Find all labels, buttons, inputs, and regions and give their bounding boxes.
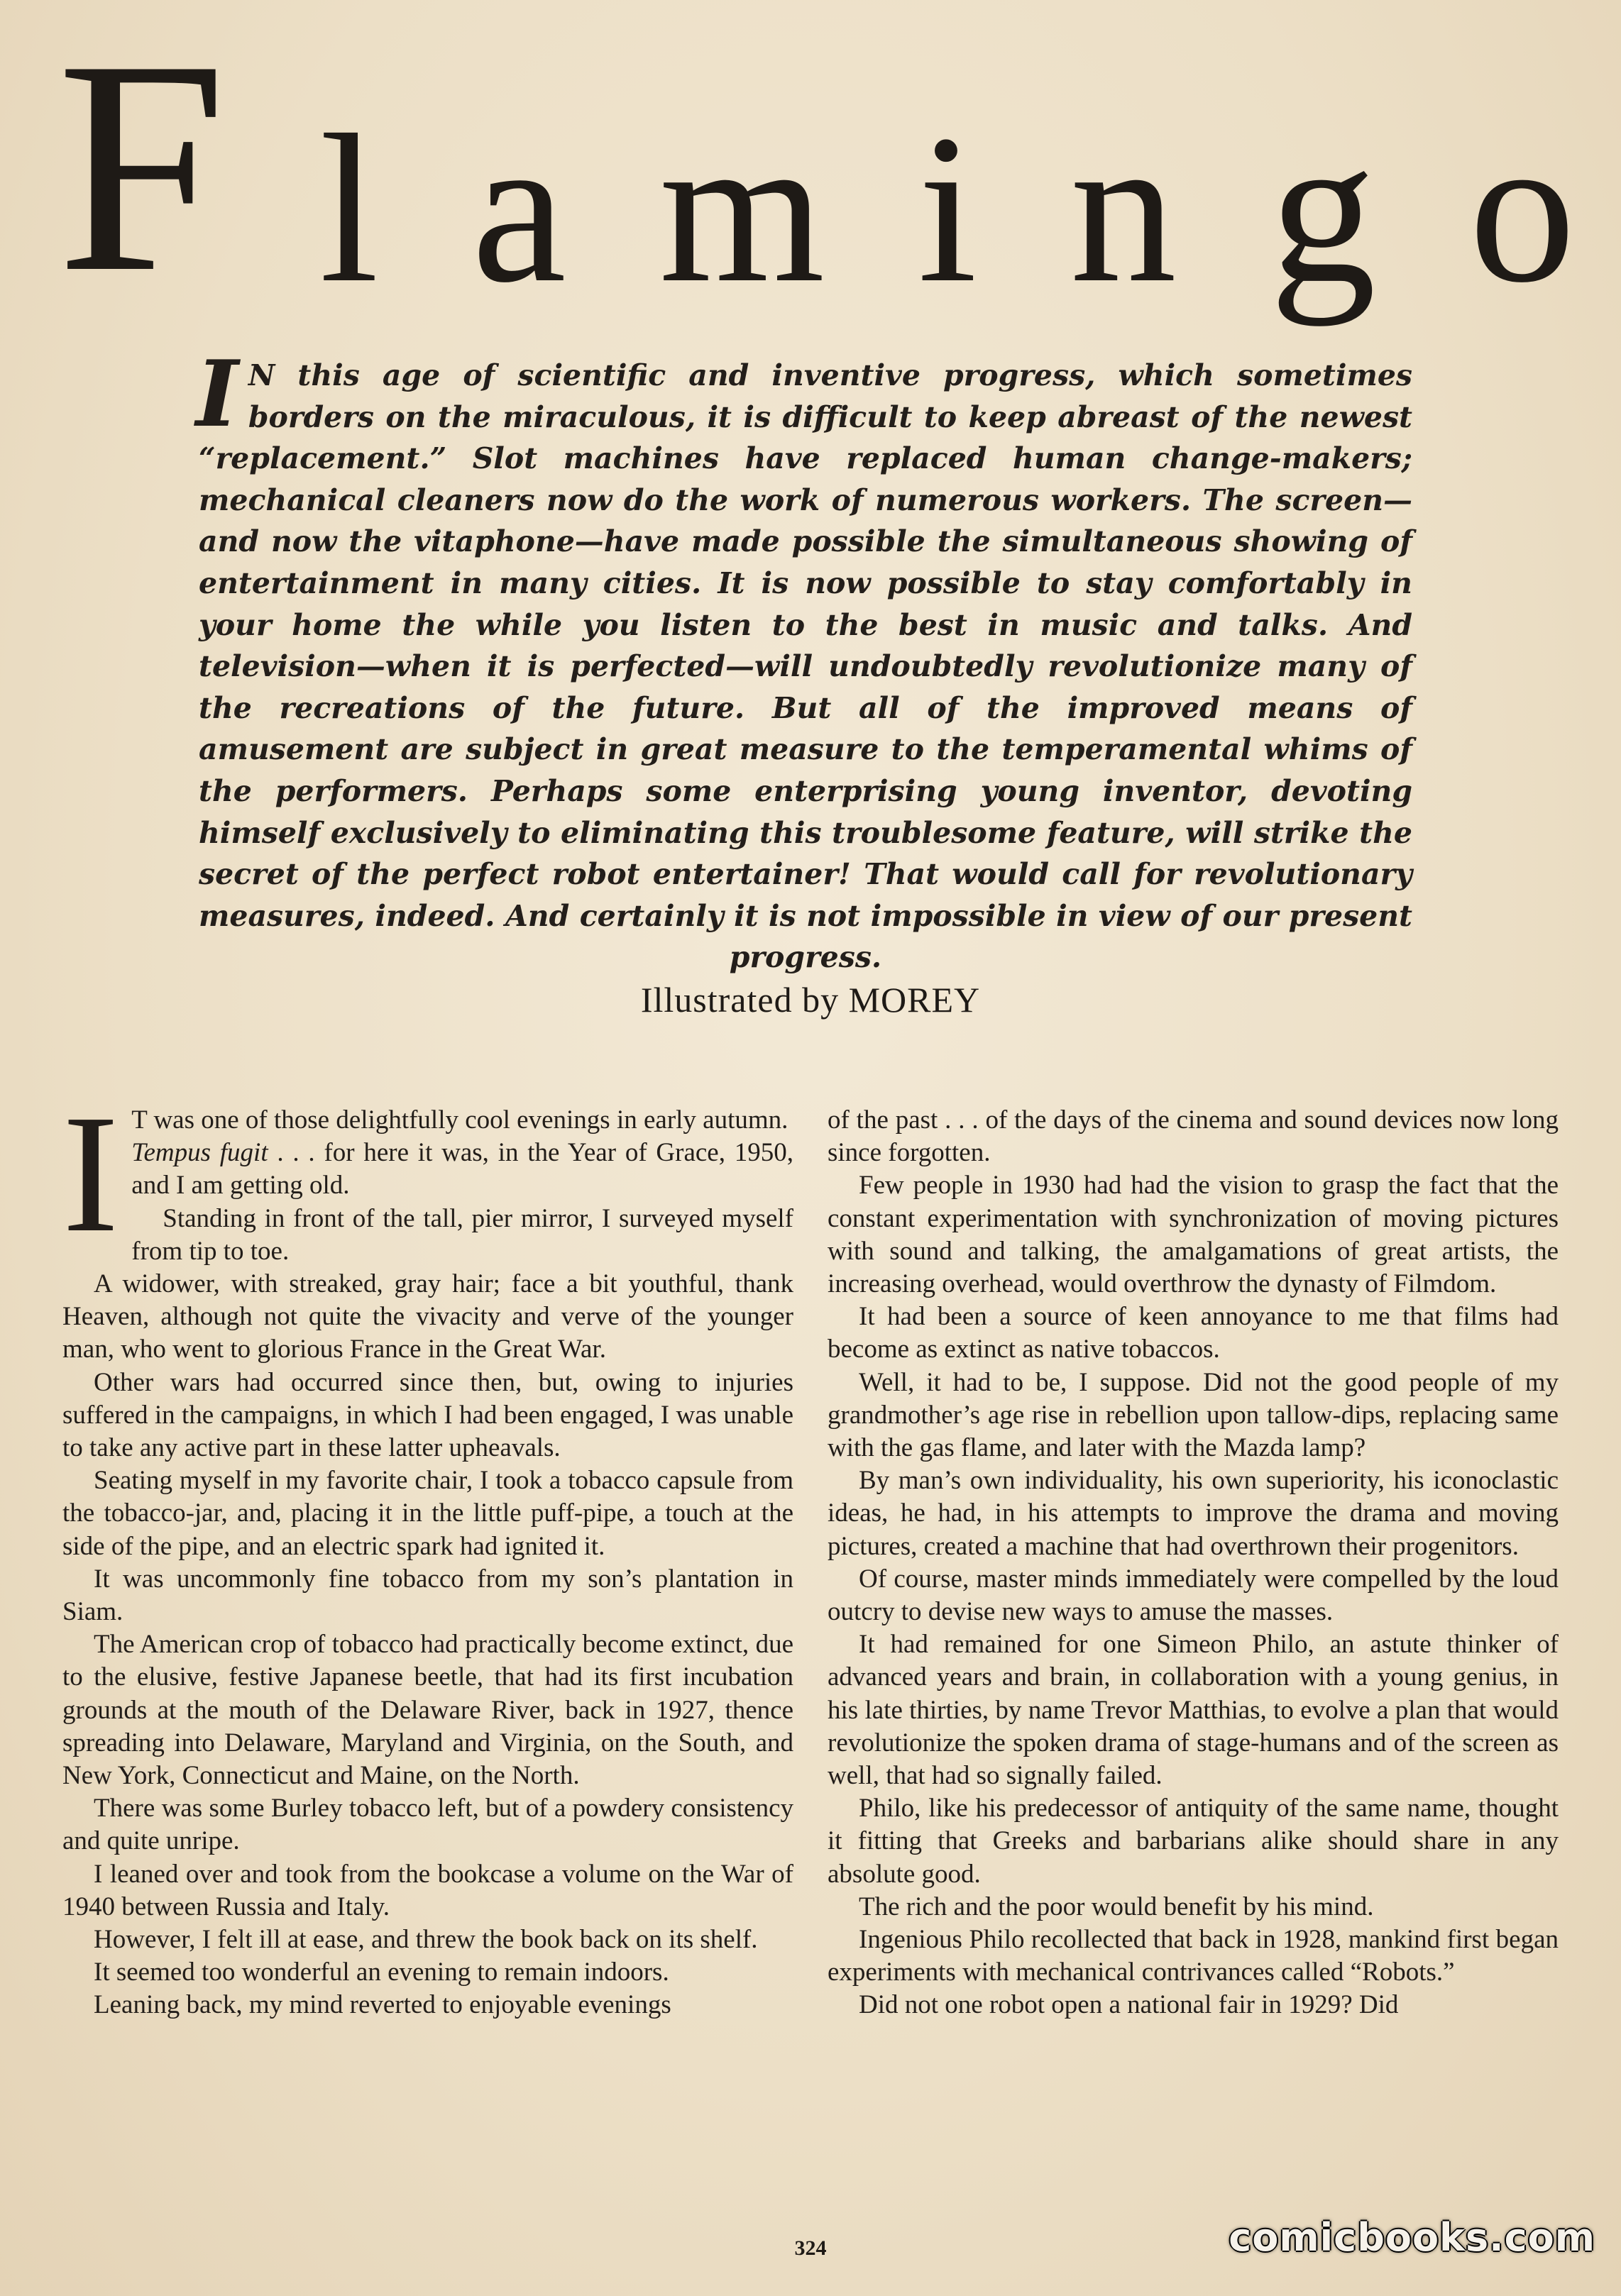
- intro-dropcap: I: [196, 341, 238, 448]
- paragraph: of the past . . . of the days of the cinema and sound devices now long since forgotten.: [828, 1105, 1559, 1168]
- paragraph: Of course, master minds immediately were compelled by the loud outcry to devise new ways to amuse the masses.: [828, 1564, 1559, 1627]
- paragraph: The rich and the poor would benefit by his mind.: [859, 1892, 1374, 1921]
- paragraph: Ingenious Philo recollected that back in 1928, mankind first began experiments with mechanical contrivances called “Robots.”: [828, 1925, 1559, 1987]
- paragraph: Well, it had to be, I suppose. Did not the good people of my grandmother’s age rise in rebellion upon tallow-dips, replacing same with the gas flame, and later with the Mazda lamp?: [828, 1367, 1559, 1463]
- paragraph: T was one of those delightfully cool evenings in early autumn.: [131, 1105, 788, 1135]
- latin-phrase: Tempus fugit: [131, 1138, 268, 1168]
- title-letter: i: [918, 91, 977, 326]
- title-letter: g: [1269, 91, 1376, 326]
- paragraph: There was some Burley tobacco left, but of a powdery consistency and quite unripe.: [62, 1794, 793, 1856]
- site-watermark: comicbooks.com: [1229, 2215, 1595, 2260]
- paragraph: It had been a source of keen annoyance to me that films had become as extinct as native tobaccos.: [828, 1302, 1559, 1364]
- paragraph: Did not one robot open a national fair in 1929? Did: [859, 1990, 1399, 2020]
- paragraph: However, I felt ill at ease, and threw the book back on its shelf.: [94, 1925, 758, 1955]
- paragraph: It was uncommonly fine tobacco from my son’s plantation in Siam.: [62, 1564, 793, 1627]
- paragraph: A widower, with streaked, gray hair; face a bit youthful, thank Heaven, although not quite the vivacity and verve of the younger man, who went to glorious France in the Great War.: [62, 1269, 793, 1364]
- story-title: [57, 0, 1576, 336]
- paragraph: Leaning back, my mind reverted to enjoyable evenings: [94, 1990, 671, 2020]
- paragraph: It had remained for one Simeon Philo, an astute thinker of advanced years and brain, in collaboration with a young genius, in his late thirties, by name Trevor Matthias, to evolve a plan that would revolutionize the spoken drama of stage-humans and of the screen as well, that had so signally failed.: [828, 1630, 1559, 1791]
- paragraph: Few people in 1930 had had the vision to grasp the fact that the constant experimentation with synchronization of moving pictures with sound and talking, the amalgamations of great artists, the increasing overhead, would overthrow the dynasty of Filmdom.: [828, 1171, 1559, 1299]
- title-letter: l: [319, 91, 379, 326]
- paragraph: It seemed too wonderful an evening to remain indoors.: [94, 1958, 669, 1987]
- paragraph: Tempus fugit . . . for here it was, in the Year of Grace, 1950, and I am getting old.: [131, 1138, 793, 1201]
- intro-blurb: [196, 341, 1412, 978]
- page-number: 324: [794, 2236, 827, 2260]
- title-letter-f: F: [57, 0, 227, 336]
- paragraph: By man’s own individuality, his own superiority, his iconoclastic ideas, he had, in his attempts to improve the drama and moving pictures, created a machine that had overthrown their progenitors.: [828, 1466, 1559, 1561]
- title-letter: n: [1070, 91, 1177, 326]
- paragraph: Other wars had occurred since then, but, owing to injuries suffered in the campaigns, in which I had been engaged, I was unable to take any active part in these latter upheavals.: [62, 1367, 793, 1463]
- story-dropcap: I: [62, 1081, 119, 1267]
- paragraph: Seating myself in my favorite chair, I took a tobacco capsule from the tobacco-jar, and, placing it in the little puff-pipe, a touch at the side of the pipe, and an electric spark had ignited it.: [62, 1466, 793, 1561]
- title-letter: a: [471, 91, 566, 326]
- right-column: [828, 1104, 1559, 2022]
- title-letter: m: [659, 91, 825, 326]
- paragraph: The American crop of tobacco had practically become extinct, due to the elusive, festive Japanese beetle, that had its first incubation grounds at the mouth of the Delaware River, back in 1927, thence spreading into Delaware, Maryland and Virginia, on the South, and New York, Connecticut and Maine, on the North.: [62, 1630, 793, 1791]
- illustrator-credit: Illustrated by MOREY: [640, 980, 981, 1020]
- paragraph: Standing in front of the tall, pier mirror, I surveyed myself from tip to toe.: [131, 1203, 793, 1266]
- intro-text: N this age of scientific and inventive progress, which sometimes borders on the miraculous, it is difficult to keep abreast of the newest “replacement.” Slot machines have replaced human change-makers; mechanical cleaners now do the work of numerous workers. The screen—and now the vitaphone—have made possible the simultaneous showing of entertainment in many cities. It is now possible to stay comfortably in your home the while you listen to the best in music and talks. And television—when it is perfected—will undoubtedly revolutionize many of the recreations of the future. But all of the improved means of amusement are subject in great measure to the temperamental whims of the performers. Perhaps some enterprising young inventor, devoting himself exclusively to eliminating this troublesome feature, will strike the secret of the perfect robot entertainer! That would call for revolutionary measures, indeed. And certainly it is not impossible in view of our present progress.: [199, 358, 1412, 975]
- title-letter: o: [1468, 91, 1576, 326]
- paragraph: Philo, like his predecessor of antiquity of the same name, thought it fitting that Greeks and barbarians alike should share in any absolute good.: [828, 1794, 1559, 1889]
- paragraph: I leaned over and took from the bookcase a volume on the War of 1940 between Russia and Italy.: [62, 1859, 793, 1921]
- left-column: [62, 1081, 793, 2022]
